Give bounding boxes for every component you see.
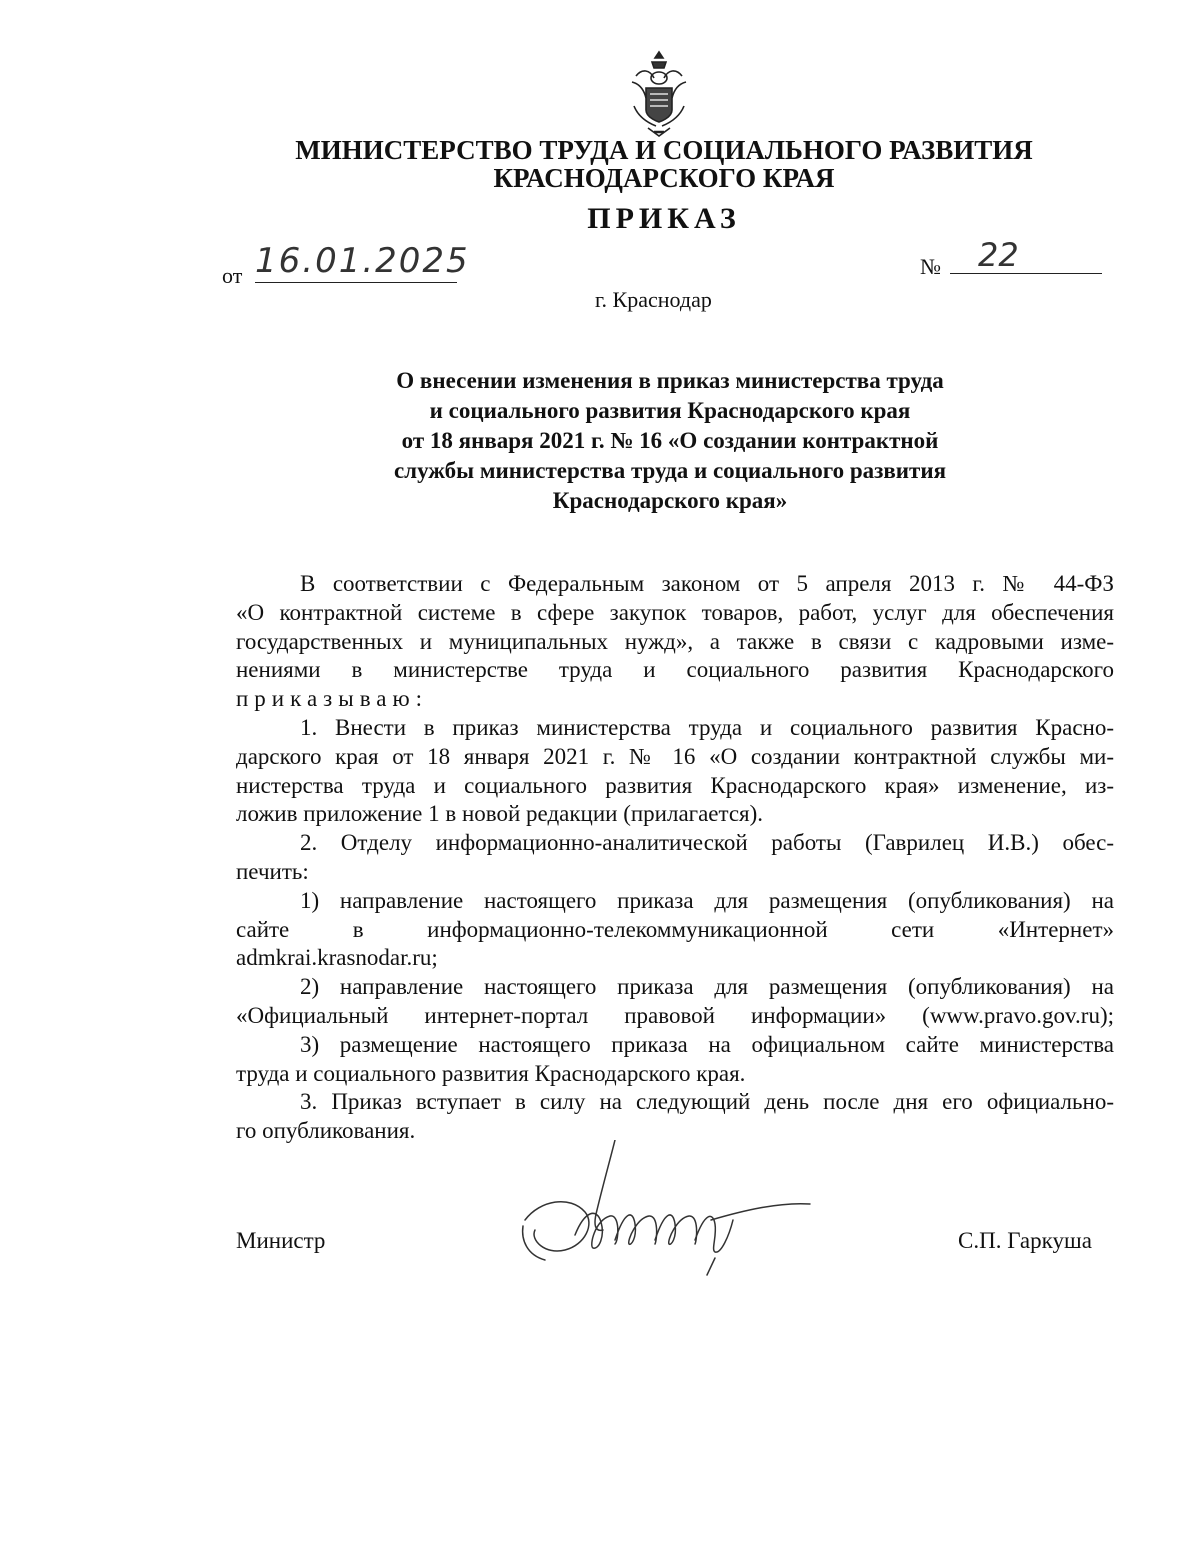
body-line: нистерства труда и социального развития Краснодарского края» изменение, из- bbox=[236, 772, 1114, 798]
handwritten-signature-icon bbox=[515, 1140, 815, 1280]
coat-of-arms-icon bbox=[624, 48, 694, 140]
date-prefix: от bbox=[222, 263, 243, 288]
document-number: 22 bbox=[950, 236, 1102, 274]
body-line: нениями в министерстве труда и социального развития Краснодарского bbox=[236, 657, 1114, 683]
ministry-name-line-1: МИНИСТЕРСТВО ТРУДА И СОЦИАЛЬНОГО РАЗВИТИЯ bbox=[295, 135, 1033, 165]
body-line: admkrai.krasnodar.ru; bbox=[236, 945, 438, 971]
body-line: «Официальный интернет-портал правовой информации» (www.pravo.gov.ru); bbox=[236, 1002, 1114, 1028]
body-line-order-word: приказываю: bbox=[236, 686, 429, 712]
body-line: В соответствии с Федеральным законом от 5 апреля 2013 г. № 44-ФЗ bbox=[300, 571, 1114, 596]
city: г. Краснодар bbox=[595, 287, 712, 312]
body-line: дарского края от 18 января 2021 г. № 16 «О создании контрактной службы ми- bbox=[236, 743, 1114, 769]
ministry-name-line-2: КРАСНОДАРСКОГО КРАЯ bbox=[493, 163, 835, 193]
body-line: печить: bbox=[236, 858, 309, 884]
body-line: 1) направление настоящего приказа для размещения (опубликования) на bbox=[300, 887, 1114, 913]
document-body bbox=[236, 570, 1114, 1146]
body-line: го опубликования. bbox=[236, 1118, 416, 1144]
document-subject bbox=[300, 366, 1040, 516]
body-line: 1. Внести в приказ министерства труда и социального развития Красно- bbox=[300, 714, 1114, 740]
body-line: «О контрактной системе в сфере закупок товаров, работ, услуг для обеспечения bbox=[236, 599, 1114, 625]
body-line: 2. Отделу информационно-аналитической работы (Гаврилец И.В.) обес- bbox=[300, 830, 1114, 856]
body-line: труда и социального развития Краснодарского края. bbox=[236, 1060, 746, 1086]
signatory-name: С.П. Гаркуша bbox=[958, 1228, 1092, 1253]
document-date: 16.01.2025 bbox=[255, 241, 470, 281]
subject-line: О внесении изменения в приказ министерства труда bbox=[396, 368, 944, 393]
body-line: 2) направление настоящего приказа для размещения (опубликования) на bbox=[300, 974, 1114, 1000]
subject-line: от 18 января 2021 г. № 16 «О создании контрактной bbox=[401, 428, 939, 453]
body-line: 3) размещение настоящего приказа на официальном сайте министерства bbox=[300, 1031, 1114, 1057]
body-line: государственных и муниципальных нужд», а также в связи с кадровыми изме- bbox=[236, 628, 1114, 654]
body-line: сайте в информационно-телекоммуникационной сети «Интернет» bbox=[236, 916, 1114, 942]
body-line: 3. Приказ вступает в силу на следующий день после дня его официально- bbox=[300, 1089, 1114, 1115]
subject-line: и социального развития Краснодарского края bbox=[429, 398, 911, 423]
subject-line: службы министерства труда и социального развития bbox=[393, 458, 947, 483]
signatory-role: Министр bbox=[236, 1228, 326, 1253]
subject-line: Краснодарского края» bbox=[552, 488, 788, 513]
body-line: ложив приложение 1 в новой редакции (прилагается). bbox=[236, 801, 764, 827]
document-type-title: ПРИКАЗ bbox=[587, 202, 741, 235]
number-prefix: № bbox=[920, 254, 941, 279]
